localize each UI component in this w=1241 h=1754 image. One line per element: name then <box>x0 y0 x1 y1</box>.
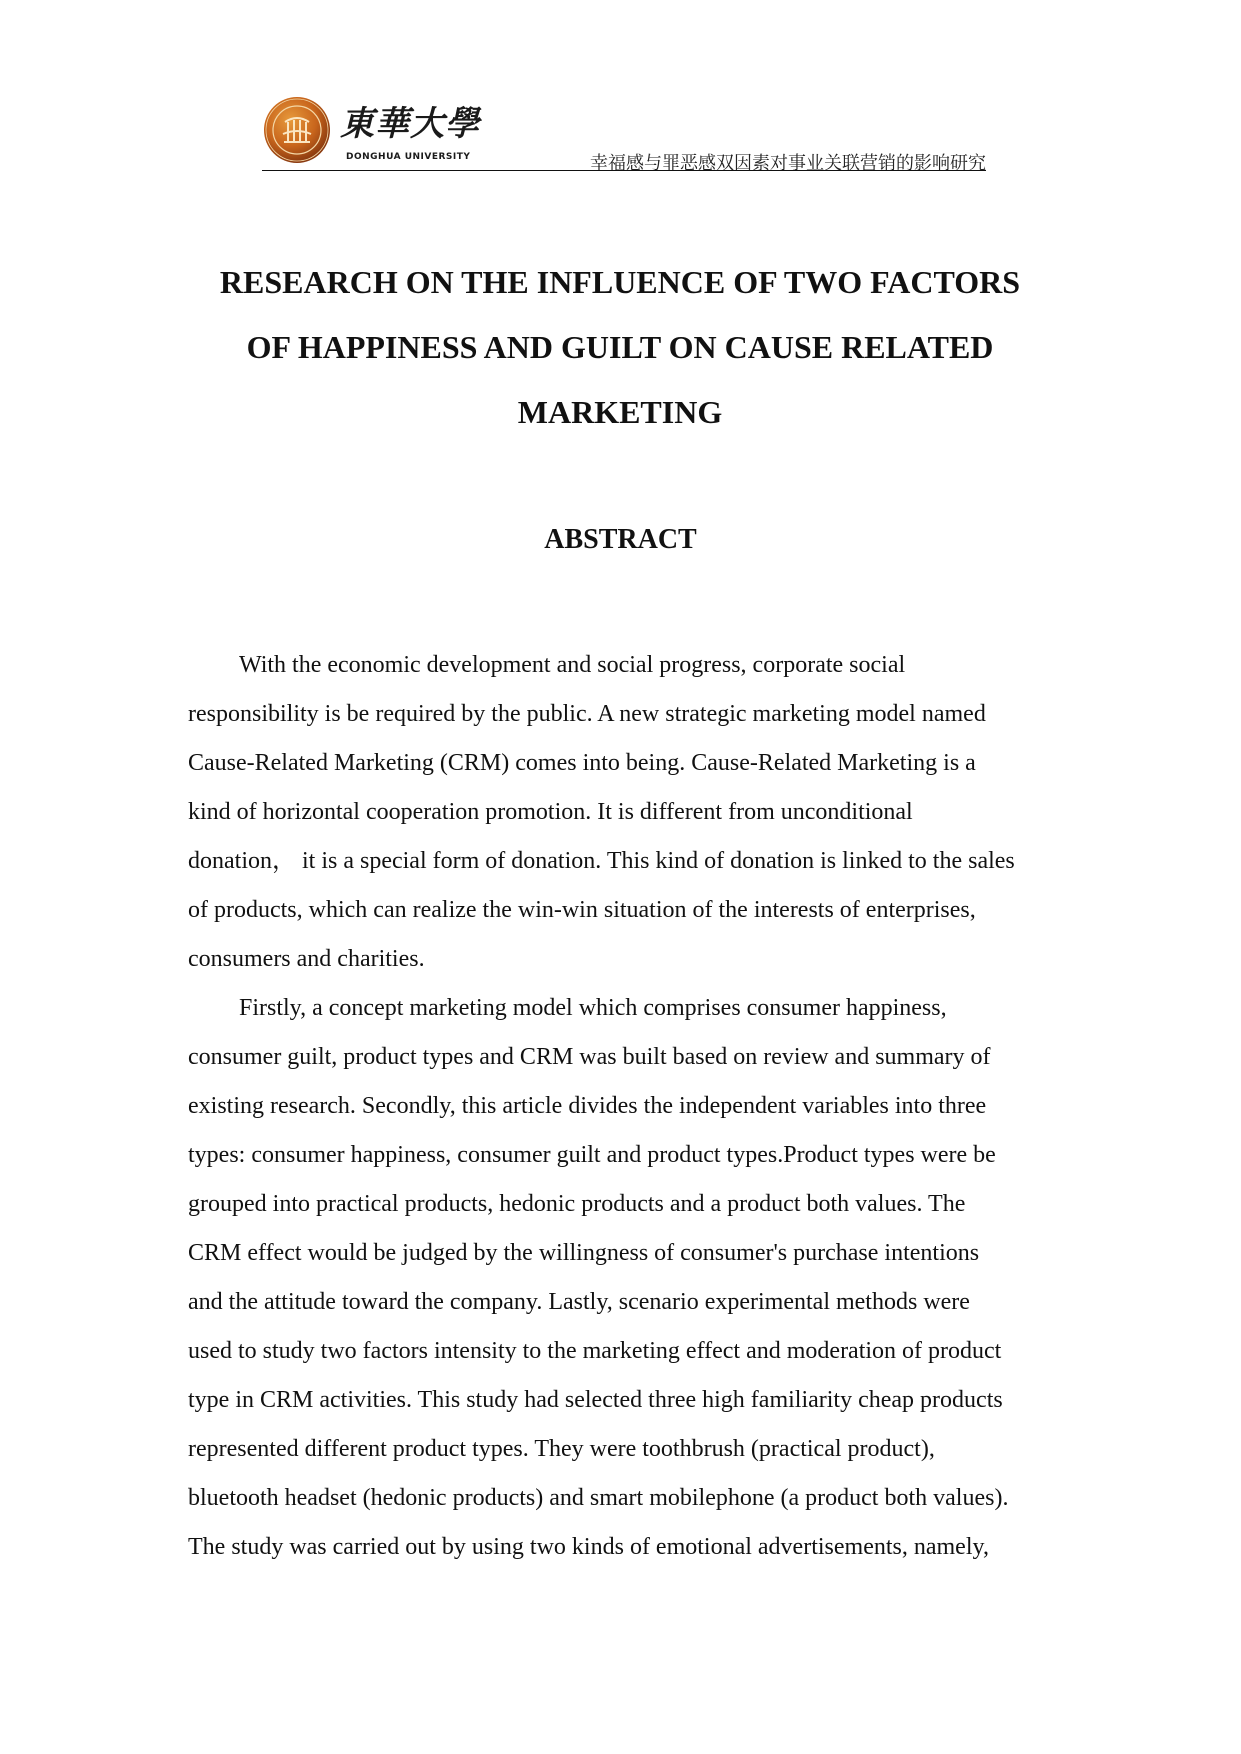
header-rule <box>262 170 986 171</box>
body-line: CRM effect would be judged by the willingness of consumer's purchase intentions <box>188 1240 980 1266</box>
body-line: bluetooth headset (hedonic products) and smart mobilephone (a product both values). <box>188 1485 1009 1511</box>
body-line: existing research. Secondly, this article divides the independent variables into three <box>188 1093 987 1119</box>
body-line: types: consumer happiness, consumer guilt and product types.Product types were be <box>188 1142 996 1168</box>
body-line: represented different product types. They were toothbrush (practical product), <box>188 1436 935 1462</box>
body-line: Firstly, a concept marketing model which comprises consumer happiness, <box>239 995 947 1021</box>
body-line: The study was carried out by using two kinds of emotional advertisements, namely, <box>188 1534 989 1560</box>
title-line: MARKETING <box>517 394 723 430</box>
body-line: responsibility is be required by the public. A new strategic marketing model named <box>188 701 986 727</box>
title-line: OF HAPPINESS AND GUILT ON CAUSE RELATED <box>246 329 994 365</box>
body-line: consumers and charities. <box>188 946 425 972</box>
body-line: type in CRM activities. This study had selected three high familiarity cheap products <box>188 1387 1003 1413</box>
university-logo-subtitle: DONGHUA UNIVERSITY <box>346 152 471 162</box>
university-seal-icon <box>263 96 331 164</box>
body-line: kind of horizontal cooperation promotion. It is different from unconditional <box>188 799 913 825</box>
page-header <box>262 92 986 172</box>
body-line: used to study two factors intensity to the marketing effect and moderation of product <box>188 1338 1002 1364</box>
thesis-title <box>150 250 1090 445</box>
body-line: With the economic development and social progress, corporate social <box>239 652 906 678</box>
title-line: RESEARCH ON THE INFLUENCE OF TWO FACTORS <box>219 264 1021 300</box>
body-line: grouped into practical products, hedonic products and a product both values. The <box>188 1191 966 1217</box>
body-line: of products, which can realize the win-win situation of the interests of enterprises, <box>188 897 976 923</box>
body-line: Cause-Related Marketing (CRM) comes into being. Cause-Related Marketing is a <box>188 750 976 776</box>
body-line: consumer guilt, product types and CRM was built based on review and summary of <box>188 1044 991 1070</box>
running-title: 幸福感与罪恶感双因素对事业关联营销的影响研究 <box>590 153 986 174</box>
body-line: donation， it is a special form of donation. This kind of donation is linked to the sales <box>188 848 1015 874</box>
abstract-body <box>188 641 1068 1572</box>
university-logo-name: 東華大學 <box>340 104 480 144</box>
body-line: and the attitude toward the company. Lastly, scenario experimental methods were <box>188 1289 970 1315</box>
abstract-heading: ABSTRACT <box>544 524 697 555</box>
